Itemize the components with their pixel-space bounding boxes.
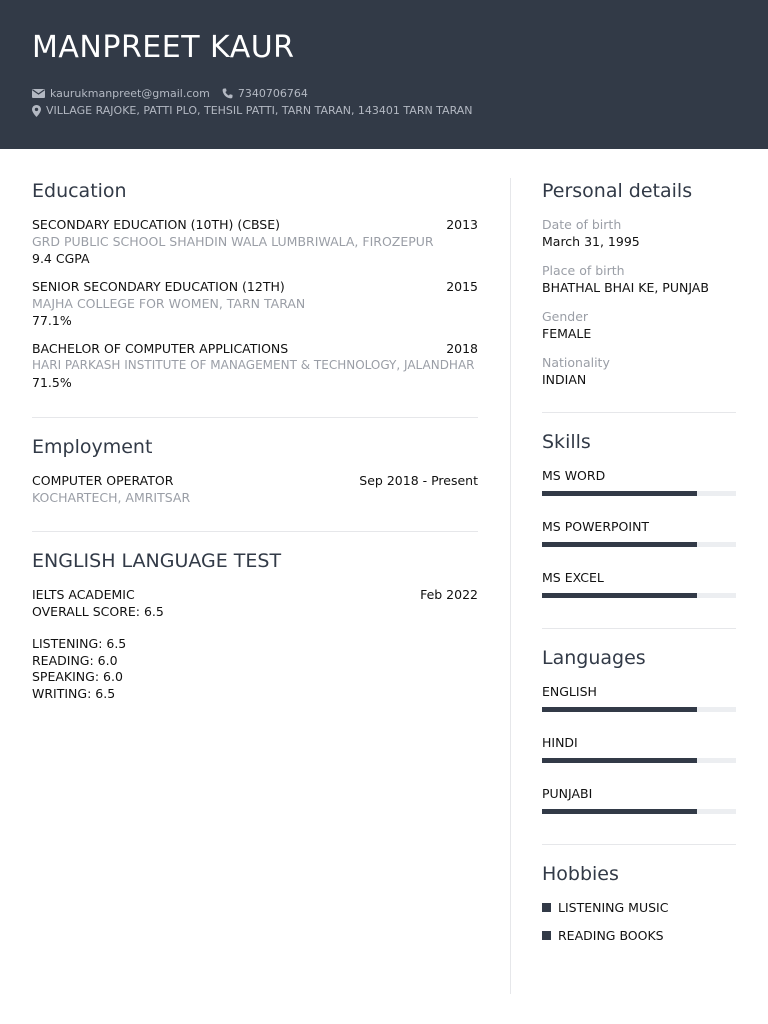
skill-name: MS WORD: [542, 468, 606, 483]
skill-item: [542, 467, 736, 496]
personal-details-title: Personal details: [542, 180, 693, 202]
detail-value: BHATHAL BHAI KE, PUNJAB: [542, 280, 709, 295]
envelope-icon: [32, 89, 45, 98]
language-level-fill: [542, 758, 697, 763]
phone-text: 7340706764: [237, 87, 308, 100]
address-item: [32, 104, 473, 117]
detail-value: FEMALE: [542, 326, 592, 341]
hobby-item: [542, 927, 736, 944]
test-name: IELTS ACADEMIC: [32, 587, 135, 602]
employment-entry: [32, 472, 478, 506]
map-pin-icon: [32, 105, 41, 117]
education-year: 2015: [446, 279, 478, 294]
skill-level-bar: [542, 491, 736, 496]
detail-label: Date of birth: [542, 217, 622, 232]
band-score: LISTENING: 6.5: [32, 636, 127, 651]
skill-level-fill: [542, 542, 697, 547]
language-item: [542, 683, 736, 712]
skill-level-fill: [542, 491, 697, 496]
detail-value: March 31, 1995: [542, 234, 640, 249]
contact-row: [32, 87, 320, 100]
education-degree: SECONDARY EDUCATION (10TH) (CBSE): [32, 217, 281, 232]
band-score: WRITING: 6.5: [32, 685, 116, 701]
job-title: COMPUTER OPERATOR: [32, 473, 174, 488]
language-name: ENGLISH: [542, 684, 597, 699]
education-year: 2013: [446, 217, 478, 232]
language-level-fill: [542, 707, 697, 712]
column-divider: [510, 178, 511, 994]
languages-section: [542, 645, 736, 814]
skill-level-bar: [542, 542, 736, 547]
candidate-name: MANPREET KAUR: [32, 30, 295, 65]
language-test-title: ENGLISH LANGUAGE TEST: [32, 550, 282, 572]
main-column: [32, 178, 478, 702]
employment-section: [32, 434, 478, 506]
detail-value: INDIAN: [542, 372, 587, 387]
languages-title: Languages: [542, 647, 646, 669]
language-level-bar: [542, 809, 736, 814]
education-entry: [32, 278, 478, 329]
personal-detail: [542, 308, 736, 342]
education-result: 71.5%: [32, 375, 72, 390]
band-score: READING: 6.0: [32, 652, 118, 668]
language-level-fill: [542, 809, 697, 814]
email-item[interactable]: [32, 87, 210, 100]
personal-detail: [542, 262, 736, 296]
language-level-bar: [542, 707, 736, 712]
education-year: 2018: [446, 341, 478, 356]
skill-name: MS POWERPOINT: [542, 519, 650, 534]
detail-label: Gender: [542, 309, 589, 324]
hobby-text: LISTENING MUSIC: [558, 900, 669, 915]
address-row: [32, 104, 485, 117]
education-entry: [32, 216, 478, 267]
language-level-bar: [542, 758, 736, 763]
education-degree: SENIOR SECONDARY EDUCATION (12TH): [32, 279, 285, 294]
education-section: [32, 178, 478, 391]
education-school: MAJHA COLLEGE FOR WOMEN, TARN TARAN: [32, 296, 306, 311]
education-title: Education: [32, 180, 127, 202]
detail-label: Nationality: [542, 355, 610, 370]
education-school: HARI PARKASH INSTITUTE OF MANAGEMENT & TECHNOLOGY, JALANDHAR: [32, 358, 475, 372]
email-text: kaurukmanpreet@gmail.com: [50, 87, 210, 100]
personal-detail: [542, 216, 736, 250]
language-item: [542, 785, 736, 814]
detail-label: Place of birth: [542, 263, 625, 278]
resume-header: [0, 0, 768, 149]
square-bullet-icon: [542, 903, 551, 912]
sidebar-column: [542, 178, 736, 944]
hobby-text: READING BOOKS: [558, 928, 664, 943]
education-entry: [32, 340, 478, 391]
hobby-item: [542, 899, 736, 916]
skill-name: MS EXCEL: [542, 570, 604, 585]
education-school: GRD PUBLIC SCHOOL SHAHDIN WALA LUMBRIWALA, FIROZEPUR: [32, 234, 434, 249]
phone-item[interactable]: [222, 87, 308, 100]
education-degree: BACHELOR OF COMPUTER APPLICATIONS: [32, 341, 289, 356]
personal-details-section: [542, 178, 736, 388]
skills-title: Skills: [542, 431, 591, 453]
overall-score: OVERALL SCORE: 6.5: [32, 604, 164, 619]
skill-item: [542, 518, 736, 547]
skill-level-fill: [542, 593, 697, 598]
language-item: [542, 734, 736, 763]
language-name: PUNJABI: [542, 786, 593, 801]
education-result: 77.1%: [32, 313, 72, 328]
job-company: KOCHARTECH, AMRITSAR: [32, 490, 191, 505]
test-date: Feb 2022: [420, 587, 478, 602]
skill-level-bar: [542, 593, 736, 598]
language-name: HINDI: [542, 735, 578, 750]
address-text: VILLAGE RAJOKE, PATTI PLO, TEHSIL PATTI, TARN TARAN, 143401 TARN TARAN: [46, 104, 473, 117]
hobbies-title: Hobbies: [542, 863, 619, 885]
phone-icon: [222, 88, 233, 99]
education-result: 9.4 CGPA: [32, 251, 90, 266]
square-bullet-icon: [542, 931, 551, 940]
job-dates: Sep 2018 - Present: [359, 473, 478, 488]
hobbies-section: [542, 861, 736, 944]
employment-title: Employment: [32, 436, 153, 458]
skill-item: [542, 569, 736, 598]
language-test-entry: [32, 586, 478, 620]
band-score: SPEAKING: 6.0: [32, 669, 123, 684]
language-test-section: [32, 548, 478, 702]
personal-detail: [542, 354, 736, 388]
skills-section: [542, 429, 736, 598]
